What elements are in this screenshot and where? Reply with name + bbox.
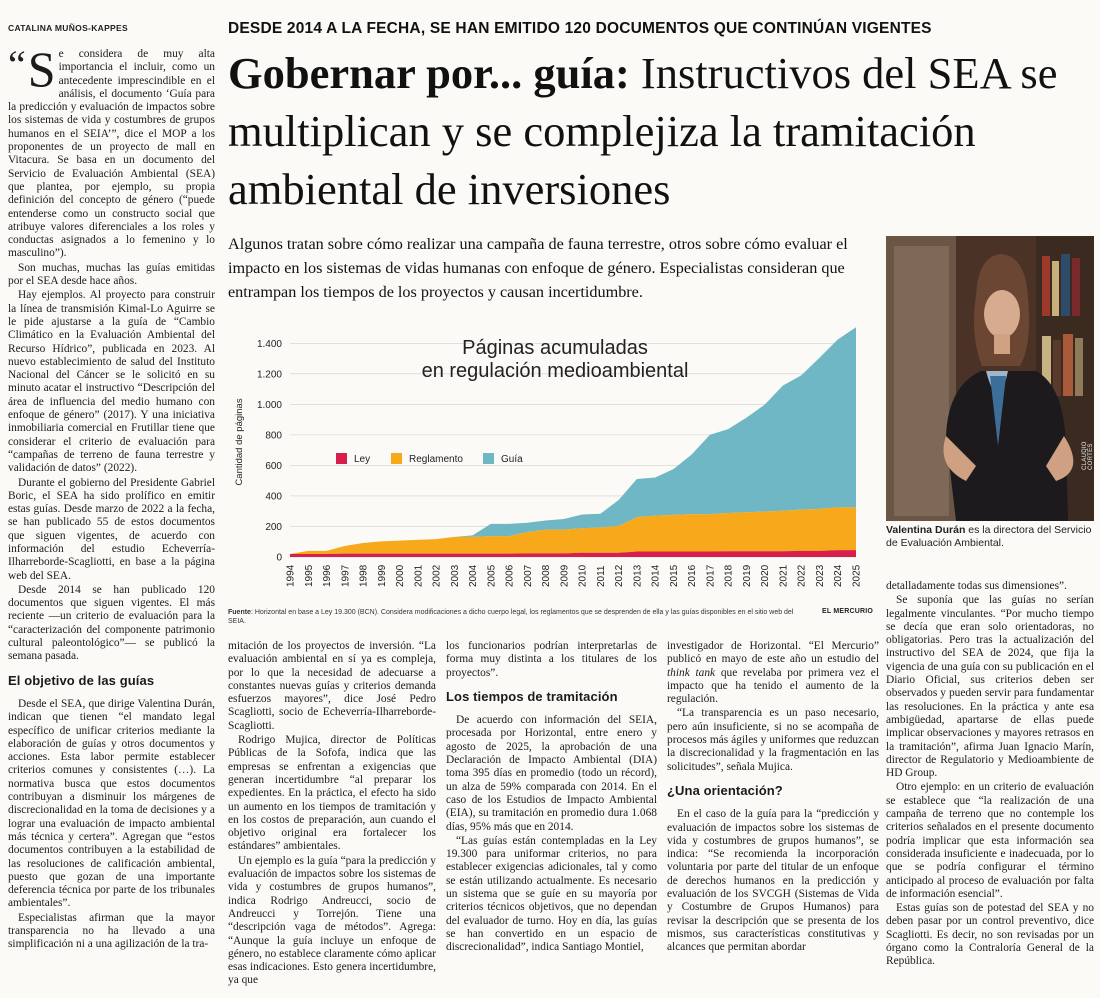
x-tick-label: 2021 <box>778 564 790 587</box>
legend-label: Guía <box>501 454 523 465</box>
legend-swatch-reglamento <box>391 453 402 464</box>
y-tick-label: 0 <box>276 552 282 564</box>
col1-p7: Especialistas afirman que la mayor transparencia no ha llevado a una simplificación ni a una agilización de la tra- <box>8 911 215 951</box>
col1-p1: e considera de muy alta importancia el incluir, como un antecedente imprescindible en el análisis, el documento ‘Guía para la predicción y evaluación de impactos sobre los sistemas de vida y costumbres de grupos humanos en el SEIA’”, dice el MOP a los proponentes de un proyecto de mall en Vitacura. Se basa en un documento del Servicio de Evaluación Ambiental (SEA) que plantea, por ejemplo, su propia definición del concepto de género (“puede entenderse como un constructo social que atribuye valores diferenciales a los roles y conductas asignados a lo femenino y lo masculino”). <box>8 48 215 260</box>
x-tick-label: 2001 <box>413 564 425 587</box>
legend-swatch-ley <box>336 453 347 464</box>
x-tick-label: 2006 <box>504 564 516 587</box>
column-1 <box>8 41 215 953</box>
col1-p5: Desde 2014 se han publicado 120 documentos que siguen vigentes. El más reciente —un criterio de evaluación para la “caracterización del componente patrimonio cultural paleontológico”— se publicó la semana pasada. <box>8 583 215 663</box>
y-axis-label: Cantidad de páginas <box>234 398 245 486</box>
col4-p1a: investigador de Horizontal. “El Mercurio” publicó en mayo de este año un estudio del <box>667 640 879 666</box>
x-tick-label: 2002 <box>431 564 443 587</box>
caption-text: es la directora del Servicio de Evaluación Ambiental. <box>886 524 1092 549</box>
column-2 <box>228 640 436 989</box>
x-tick-label: 2022 <box>796 564 808 587</box>
x-tick-label: 2023 <box>814 564 826 587</box>
portrait-illustration <box>886 236 1094 521</box>
x-tick-label: 2009 <box>559 564 571 587</box>
x-tick-label: 2016 <box>687 564 699 587</box>
chart-svg <box>228 316 878 622</box>
drop-quote: “ <box>8 42 26 87</box>
col2-p3: Un ejemplo es la guía “para la predicción y evaluación de impactos sobre los sistemas de vida y costumbres de grupos humanos”, indica Rodrigo Andreucci, socio de Andreucci y Torrejón. Tiene una “descripción vaga de métodos”. Agrega: “Aunque la guía incluye un enfoque de género, no establece claramente cómo aplicar esas indicaciones. Esto genera incertidumbre, ya que <box>228 854 436 987</box>
x-tick-label: 2008 <box>541 564 553 587</box>
legend-label: Ley <box>354 454 371 465</box>
x-tick-label: 2003 <box>449 564 461 587</box>
x-tick-label: 1999 <box>376 564 388 587</box>
col1-p6: Desde el SEA, que dirige Valentina Durán, indican que tienen “el mandato legal específico de unificar criterios mediante la elaboración de guías y otros documentos y acciones. Esta labor permite establecer criterios comunes y consistentes (…). La normativa busca que estos documentos contribuyan a disminuir los márgenes de discrecionalidad en la toma de decisiones y a lograr una evaluación de impacto ambiental más técnica y certera”. Agregan que “estos documentos contribuyen a la estabilidad de las resoluciones de calificación ambiental, puesto que gozan de una importante deferencia técnica por parte de los tribunales ambientales”. <box>8 697 215 910</box>
chart-title-line2: en regulación medioambiental <box>421 360 689 382</box>
y-tick-label: 1.200 <box>256 369 282 381</box>
brand: EL MERCURIO <box>822 608 874 615</box>
col2-p2: Rodrigo Mujica, director de Políticas Públicas de la Sofofa, indica que las empresas se enfrentan a exigencias que generan incertidumbre “al preparar los expedientes. En la práctica, el efecto ha sido un aumento en los tiempos de tramitación y en los costos de preparación, aun cuando el objetivo original era fortalecer los estándares” ambientales. <box>228 734 436 853</box>
x-tick-label: 2019 <box>741 564 753 587</box>
source-label: Fuente <box>228 609 251 616</box>
col5-p1: detalladamente todas sus dimensiones”. <box>886 580 1067 592</box>
col5-p3: Otro ejemplo: en un criterio de evaluación se establece que “la realización de una campaña de terreno que no contemple los criterios señalados en el presente documento podría implicar que esta información sea considerada insuficiente e inadecuada, por lo que se podría configurar el término anticipado al proceso de evaluación por falta de información esencial”. <box>886 781 1094 900</box>
col1-p2: Son muchas, muchas las guías emitidas por el SEA desde hace años. <box>8 261 215 288</box>
col3-p1: los funcionarios podrían interpretarlas de forma muy distinta a los titulares de los proyectos”. <box>446 640 657 679</box>
column-3 <box>446 640 657 956</box>
col5-p4: Estas guías son de potestad del SEA y no deben pasar por un control preventivo, dice Scagliotti. Es decir, no son revisadas por un órgano como la Contraloría General de la República. <box>886 902 1094 968</box>
y-tick-label: 1.400 <box>256 338 282 350</box>
legend-label: Reglamento <box>409 454 463 465</box>
x-tick-label: 2024 <box>833 564 845 587</box>
x-tick-label: 1998 <box>358 564 370 587</box>
col2-p1: mitación de los proyectos de inversión. “La evaluación ambiental en sí ya es compleja, por lo que la necesidad de adecuarse a constantes nuevas guías y criterios demanda esfuerzos mayores”, dice José Pedro Scagliotti, socio de Echeverría-Ilharreborde-Scagliotti. <box>228 640 436 732</box>
x-tick-label: 2005 <box>486 564 498 587</box>
x-tick-label: 2010 <box>577 564 589 587</box>
x-tick-label: 2015 <box>668 564 680 587</box>
x-tick-label: 2000 <box>395 564 407 587</box>
x-tick-label: 2014 <box>650 564 662 587</box>
x-tick-label: 2020 <box>760 564 772 587</box>
chart <box>228 316 878 622</box>
chart-title-line1: Páginas acumuladas <box>462 337 648 359</box>
col4-p1-italic: think tank <box>667 666 716 679</box>
photo-credit: CLAUDIO CORTÉS <box>1082 441 1094 470</box>
y-tick-label: 1.000 <box>256 399 282 411</box>
col4-p1 <box>667 640 879 706</box>
col4-p2: “La transparencia es un paso necesario, pero aún insuficiente, si no se acompaña de procesos más ágiles y uniformes que reduzcan la discrecionalidad y la fragmentación en las solicitudes”, señala Mujica. <box>667 707 879 773</box>
column-4 <box>667 640 879 956</box>
kicker: DESDE 2014 A LA FECHA, SE HAN EMITIDO 120 DOCUMENTOS QUE CONTINÚAN VIGENTES <box>228 20 932 37</box>
byline: CATALINA MUÑOS-KAPPES <box>8 23 128 33</box>
x-tick-label: 2004 <box>468 564 480 587</box>
col3-p3: “Las guías están contempladas en la Ley 19.300 para uniformar criterios, no para establecer exigencias adicionales, tal y como se están utilizando actualmente. Es necesario un sistema que se guíe en su mayoría por criterios técnicos objetivos, que no dependan del evaluador de turno. Hoy en día, las guías se han convertido en un espacio de discrecionalidad”, indica Santiago Montiel, <box>446 834 657 954</box>
x-tick-label: 2025 <box>851 564 863 587</box>
source-text: : Horizontal en base a Ley 19.300 (BCN). Considera modificaciones a dicho cuerpo legal, los reglamentos que se desprenden de ella y las guías disponibles en el sitio web del SEIA. <box>228 609 794 625</box>
x-tick-label: 1994 <box>285 564 297 587</box>
dek: Algunos tratan sobre cómo realizar una campaña de fauna terrestre, otros sobre cómo evaluar el impacto en los sistemas de vidas humanas con enfoque de género. Especialistas consideran que entrampan los tiempos de los proyectos y causan incertidumbre. <box>228 235 848 301</box>
legend-swatch-guia <box>483 453 494 464</box>
y-tick-label: 200 <box>265 521 282 533</box>
x-tick-label: 2018 <box>723 564 735 587</box>
column-5 <box>886 580 1094 970</box>
subhead-orientacion: ¿Una orientación? <box>667 782 783 798</box>
col1-p4: Durante el gobierno del Presidente Gabriel Boric, el SEA ha sido prolífico en emitir estas guías. Desde marzo de 2022 a la fecha, se han publicado 55 de estos documentos que siguen vigentes, de acuerdo con información del estudio Echeverría-Ilharreborde-Scagliotti, en base a la página web del SEA. <box>8 476 215 582</box>
photo-caption <box>886 524 1096 550</box>
headline-bold: Gobernar por... guía: <box>228 48 630 98</box>
col1-p3: Hay ejemplos. Al proyecto para construir la línea de transmisión Kimal-Lo Aguirre se le pide ajustarse a la guía de “Cambio Climático en la Evaluación Ambiental del Recurso Hídrico”, publicada en 2023. Al nuevo establecimiento de salud del Instituto Nacional del Cáncer se le solicitó en su minuto acatar el instructivo “Descripción del área de influencia del medio humano con enfoque de género” (2017). Y una iniciativa inmobiliaria comercial en Frutillar tiene que considerar el criterio de evaluación para “campañas de terreno de fauna terrestre y validación de datos” (2022). <box>8 289 215 475</box>
y-tick-label: 400 <box>265 491 282 503</box>
headline-rest: Instructivos del SEA se multiplican y se complejiza la tramitación ambiental de inversiones <box>228 48 1058 214</box>
x-tick-label: 1997 <box>340 564 352 587</box>
x-tick-label: 1996 <box>322 564 334 587</box>
caption-name: Valentina Durán <box>886 524 966 536</box>
col5-p2: Se suponía que las guías no serían legalmente vinculantes. “Por mucho tiempo se decía que eran solo orientadoras, no obligatorias. Pero tras la actualización del instructivo del SEA de 2024, que fija la vigencia de una guía con su publicación en el Diario Oficial, sus criterios deben ser observados y pueden servir para fundamentar las resoluciones. En la práctica y ante esa ambigüedad, apartarse de ellas puede implicar observaciones y mayores retrasos en la tramitación”, afirma Juan Ignacio Marín, director de Regulatorio y Medioambiente de HD Group. <box>886 594 1094 780</box>
headline <box>228 44 1098 218</box>
x-tick-label: 2012 <box>614 564 626 587</box>
subhead-tiempos: Los tiempos de tramitación <box>446 688 618 704</box>
x-tick-label: 1995 <box>303 564 315 587</box>
source-note <box>228 608 808 626</box>
y-tick-label: 600 <box>265 460 282 472</box>
area-reglamento <box>290 507 856 554</box>
x-tick-label: 2013 <box>632 564 644 587</box>
subhead-objetivo: El objetivo de las guías <box>8 672 155 688</box>
col3-p2: De acuerdo con información del SEIA, procesada por Horizontal, entre enero y agosto de 2025, la aprobación de una Declaración de Impacto Ambiental (DIA) toma 395 días en promedio (todo un récord), un alza de 59% comparada con 2014. En el caso de los Estudios de Impacto Ambiental (EIA), su tramitación en promedio dura 1.068 días, 95% más que en 2014. <box>446 714 657 833</box>
x-tick-label: 2017 <box>705 564 717 587</box>
col4-p3: En el caso de la guía para la “predicción y evaluación de impactos sobre los sistemas de vida y costumbres de grupos humanos”, se indica: “Se recomienda la incorporación voluntaria por parte del titular de un enfoque de derechos humanos en la predicción y evaluación de los SVCGH (Sistemas de Vida y Costumbre de Grupos Humanos) para revisar la descripción que se presenta de los mismos, sus características constitutivas y alcances que permitan abordar <box>667 808 879 954</box>
x-tick-label: 2011 <box>595 565 607 587</box>
x-tick-label: 2007 <box>522 564 534 587</box>
photo-valentina-duran <box>886 236 1094 521</box>
drop-cap: S <box>27 41 56 97</box>
y-tick-label: 800 <box>265 430 282 442</box>
col4-p1b: que revelaba por primera vez el impacto que ha tenido el aumento de la regulación. <box>667 666 879 706</box>
